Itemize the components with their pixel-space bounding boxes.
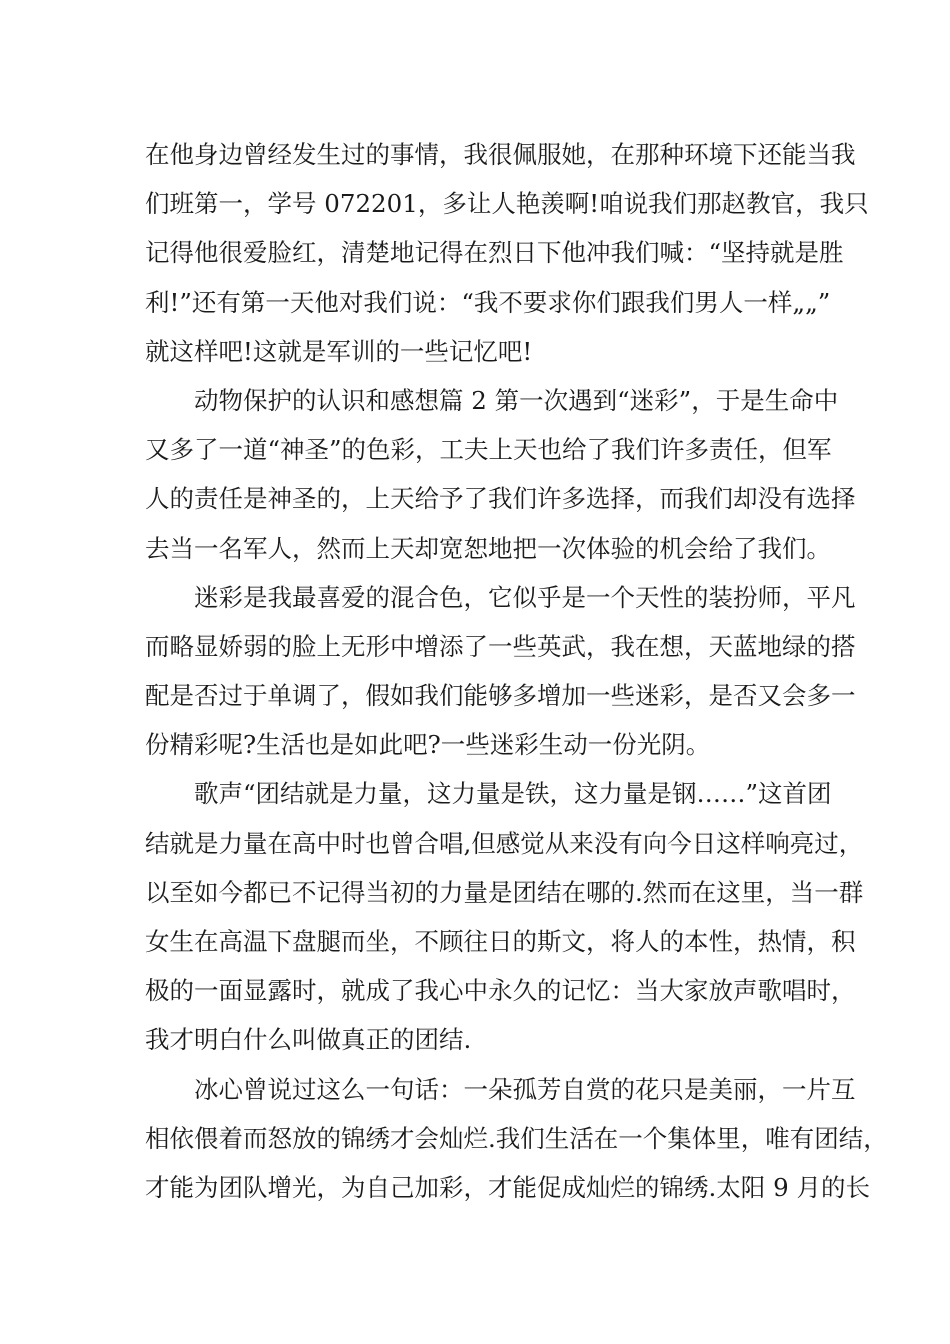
text-line: 又多了一道“神圣”的色彩，工夫上天也给了我们许多责任，但军 (145, 435, 832, 465)
text-line: 结就是力量在高中时也曾合唱,但感觉从来没有向今日这样响亮过， (145, 828, 864, 858)
text-line: 我才明白什么叫做真正的团结. (145, 1025, 472, 1055)
text-line: 配是否过于单调了，假如我们能够多增加一些迷彩，是否又会多一 (145, 681, 856, 711)
paragraph-first-line: 歌声“团结就是力量，这力量是铁，这力量是钢……”这首团 (194, 779, 832, 809)
text-line: 才能为团队增光，为自己加彩，才能促成灿烂的锦绣.太阳 9 月的长 (145, 1172, 870, 1202)
text-line: 相依偎着而怒放的锦绣才会灿烂.我们生活在一个集体里，唯有团结， (145, 1123, 888, 1153)
text-line: 人的责任是神圣的，上天给予了我们许多选择，而我们却没有选择 (145, 484, 856, 514)
text-line: 在他身边曾经发生过的事情，我很佩服她，在那种环境下还能当我 (145, 140, 856, 169)
text-line: 以至如今都已不记得当初的力量是团结在哪的.然而在这里，当一群 (145, 877, 864, 907)
text-line: 就这样吧!这就是军训的一些记忆吧! (145, 336, 533, 366)
paragraph-first-line: 冰心曾说过这么一句话：一朵孤芳自赏的花只是美丽，一片互 (194, 1074, 856, 1104)
text-line: 去当一名军人，然而上天却宽恕地把一次体验的机会给了我们。 (145, 533, 831, 563)
paragraph-first-line: 动物保护的认识和感想篇 2 第一次遇到“迷彩”，于是生命中 (194, 385, 839, 415)
body-text (145, 130, 888, 1212)
text-line: 利!”还有第一天他对我们说：“我不要求你们跟我们男人一样„„” (145, 287, 831, 317)
paragraph-first-line: 迷彩是我最喜爱的混合色，它似乎是一个天性的装扮师，平凡 (194, 582, 856, 612)
text-line: 女生在高温下盘腿而坐，不顾往日的斯文，将人的本性，热情，积 (145, 927, 856, 956)
text-line: 记得他很爱脸红，清楚地记得在烈日下他冲我们喊：“坚持就是胜 (145, 238, 844, 268)
text-line: 极的一面显露时，就成了我心中永久的记忆：当大家放声歌唱时， (145, 976, 856, 1006)
text-line: 而略显娇弱的脸上无形中增添了一些英武，我在想，天蓝地绿的搭 (145, 631, 856, 661)
text-line: 们班第一，学号 072201，多让人艳羡啊!咱说我们那赵教官，我只 (145, 189, 869, 219)
text-line: 份精彩呢?生活也是如此吧?一些迷彩生动一份光阴。 (145, 730, 711, 760)
